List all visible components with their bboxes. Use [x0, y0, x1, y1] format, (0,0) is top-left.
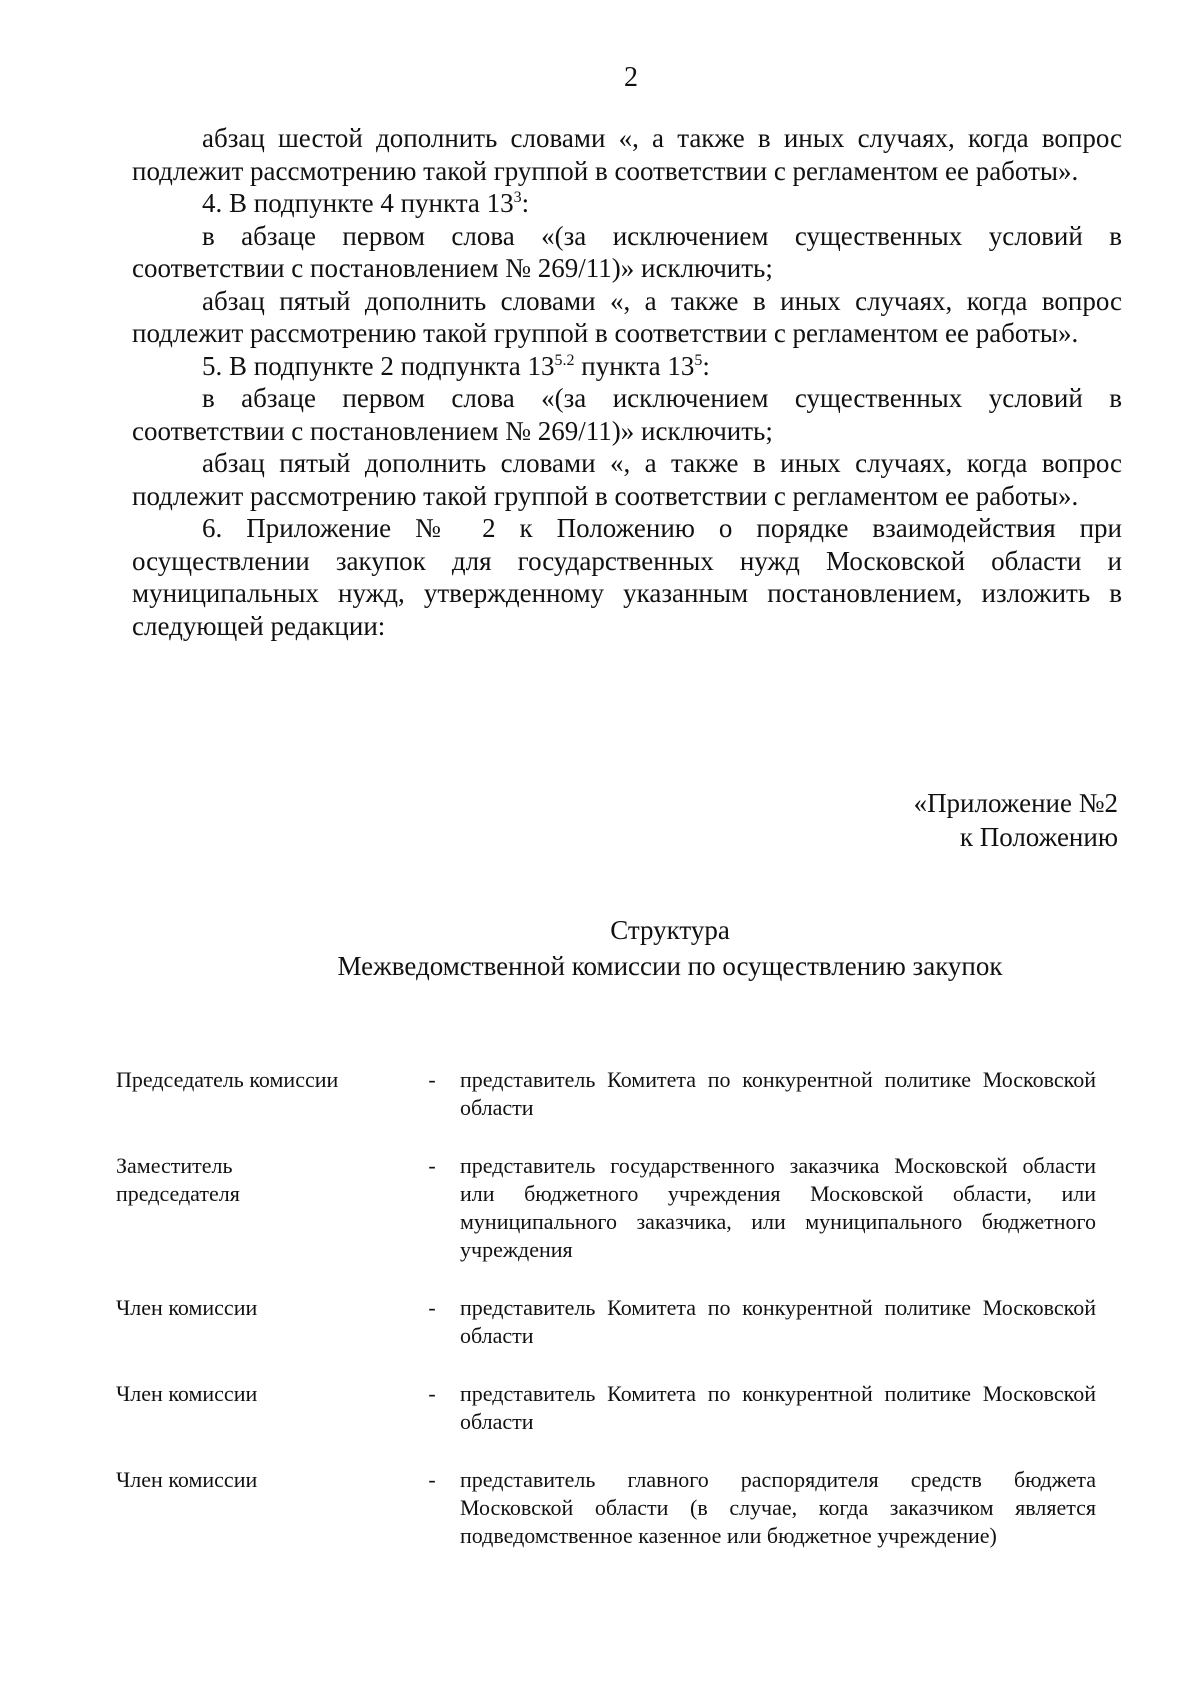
item-5-text: 5. В подпункте 2 подпункта 13 — [202, 350, 555, 381]
paragraph-7: абзац пятый дополнить словами «, а также в иных случаях, когда вопрос подлежит рассмотрению такой группой в соответствии с регламентом ее работы». — [132, 448, 1122, 511]
structure-description: представитель Комитета по конкурентной политике Московской области — [460, 1295, 1096, 1348]
structure-description: представитель Комитета по конкурентной политике Московской области — [460, 1067, 1096, 1120]
paragraph-item-6: 6. Приложение № 2 к Положению о порядке взаимодействия при осуществлении закупок для государственных нужд Московской области и муниципальных нужд, утвержденному указанным постановлением, изложить в следующей редакции: — [132, 513, 1122, 641]
commission-structure-list — [116, 1066, 1096, 1580]
item-5-superscript-1: 5.2 — [554, 351, 575, 369]
structure-role: Заместитель председателя — [116, 1153, 240, 1206]
appendix-line-2: к Положению — [959, 822, 1118, 852]
page-number: 2 — [624, 62, 638, 93]
heading-subtitle: Межведомственной комиссии по осуществлению закупок — [337, 951, 1003, 981]
appendix-label — [914, 786, 1118, 854]
structure-description: представитель главного распорядителя средств бюджета Московской области (в случае, когда заказчиком является подведомственное казенное или бюджетное учреждение) — [460, 1467, 1096, 1548]
structure-role: Член комиссии — [116, 1381, 258, 1406]
structure-row-deputy — [116, 1152, 1096, 1264]
structure-row-chairman — [116, 1066, 1096, 1122]
item-4-colon: : — [521, 188, 530, 218]
structure-row-member — [116, 1380, 1096, 1436]
body-text — [132, 122, 1122, 642]
paragraph-item-5 — [132, 350, 1122, 383]
structure-heading — [240, 912, 1100, 984]
structure-dash: - — [428, 1153, 436, 1178]
structure-role: Член комиссии — [116, 1295, 258, 1320]
paragraph-6: в абзаце первом слова «(за исключением существенных условий в соответствии с постановлением № 269/11)» исключить; — [132, 383, 1122, 446]
structure-dash: - — [428, 1381, 436, 1406]
structure-dash: - — [428, 1067, 436, 1092]
item-4-superscript: 3 — [513, 189, 522, 206]
structure-role: Член комиссии — [116, 1467, 258, 1492]
heading-title: Структура — [610, 915, 730, 945]
structure-description: представитель Комитета по конкурентной политике Московской области — [460, 1381, 1096, 1434]
item-5-colon: : — [702, 350, 710, 381]
structure-dash: - — [428, 1467, 436, 1492]
structure-role: Председатель комиссии — [116, 1067, 339, 1092]
paragraph-1: абзац шестой дополнить словами «, а также в иных случаях, когда вопрос подлежит рассмотрению такой группой в соответствии с регламентом ее работы». — [132, 123, 1122, 186]
paragraph-item-4 — [132, 187, 1122, 220]
paragraph-3: в абзаце первом слова «(за исключением существенных условий в соответствии с постановлением № 269/11)» исключить; — [132, 220, 1122, 283]
structure-dash: - — [428, 1295, 436, 1320]
paragraph-4: абзац пятый дополнить словами «, а также в иных случаях, когда вопрос подлежит рассмотрению такой группой в соответствии с регламентом ее работы». — [132, 285, 1122, 348]
appendix-line-1: «Приложение №2 — [913, 788, 1118, 818]
structure-row-member — [116, 1466, 1096, 1550]
item-4-text: 4. В подпункте 4 пункта 13 — [202, 188, 514, 218]
item-5-middle: пункта 13 — [574, 350, 695, 381]
structure-description: представитель государственного заказчика Московской области или бюджетного учреждения Московской области, или муниципального заказчика, или муниципального бюджетного учреждения — [460, 1153, 1096, 1262]
item-5-superscript-2: 5 — [694, 351, 703, 369]
structure-row-member — [116, 1294, 1096, 1350]
